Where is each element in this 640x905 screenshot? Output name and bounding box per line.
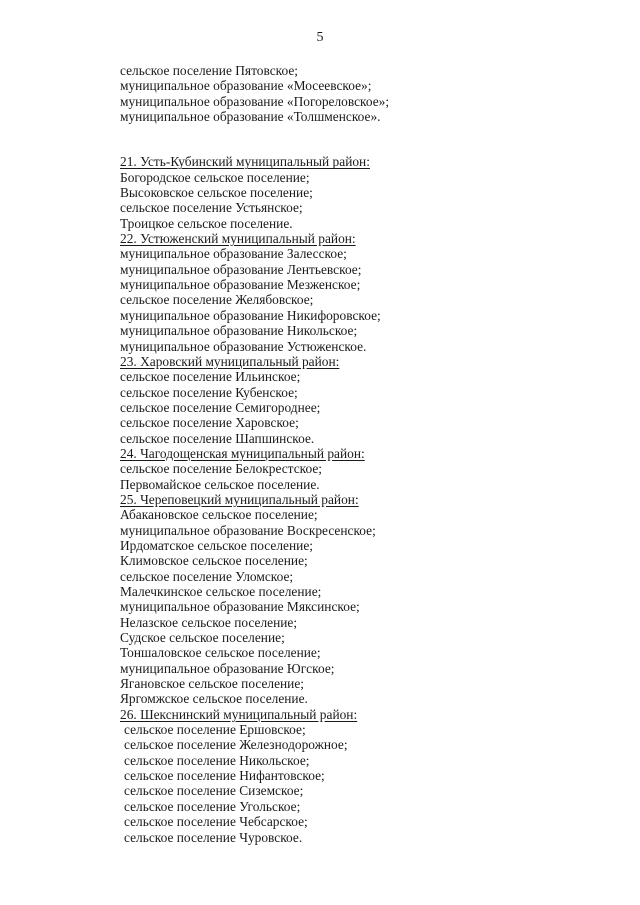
list-item: Климовское сельское поселение; [120, 553, 308, 569]
list-item: сельское поселение Сиземское; [124, 783, 304, 799]
list-item: муниципальное образование «Мосеевское»; [120, 78, 372, 94]
list-item: муниципальное образование Воскресенское; [120, 522, 376, 538]
list-item: муниципальное образование Никифоровское; [120, 307, 381, 323]
spacer [120, 124, 389, 154]
list-item: сельское поселение Чуровское. [124, 829, 303, 845]
list-item: сельское поселение Железнодорожное; [124, 737, 348, 753]
list-item: муниципальное образование Югское; [120, 660, 335, 676]
list-item: муниципальное образование Залесское; [120, 246, 347, 262]
document-body [120, 63, 389, 845]
list-item: сельское поселение Устьянское; [120, 200, 303, 216]
list-item: сельское поселение Желябовское; [120, 292, 314, 308]
section-heading: 25. Череповецкий муниципальный район: [120, 491, 359, 507]
list-item: Малечкинское сельское поселение; [120, 584, 322, 599]
list-item: сельское поселение Нифантовское; [124, 768, 325, 784]
intro-list [120, 63, 389, 124]
list-item: сельское поселение Ильинское; [120, 369, 301, 385]
list-item: Богородское сельское поселение; [120, 169, 310, 185]
section-heading: 21. Усть-Кубинский муниципальный район: [120, 154, 370, 170]
list-item: Судское сельское поселение; [120, 630, 285, 646]
section-heading: 26. Шекснинский муниципальный район: [120, 706, 358, 722]
section-sheksninsky [120, 707, 389, 845]
list-item: муниципальное образование «Толшменское». [120, 109, 381, 125]
list-item: сельское поселение Чебсарское; [124, 814, 308, 830]
list-item: сельское поселение Угольское; [124, 798, 301, 814]
section-heading: 23. Харовский муниципальный район: [120, 353, 340, 369]
list-item: сельское поселение Семигороднее; [120, 399, 321, 415]
list-item: сельское поселение Шапшинское. [120, 430, 315, 446]
section-cherepovetsky [120, 492, 389, 707]
section-ust-kubinsky [120, 154, 389, 231]
list-item: Нелазское сельское поселение; [120, 614, 298, 630]
section-ustyuzhensky [120, 231, 389, 354]
section-chagodoshchensky [120, 446, 389, 492]
list-item: муниципальное образование Мезженское; [120, 277, 361, 293]
list-item: Тоншаловское сельское поселение; [120, 645, 321, 661]
list-item: Абакановское сельское поселение; [120, 507, 318, 523]
list-item: сельское поселение Кубенское; [120, 384, 298, 400]
list-item: муниципальное образование Мяксинское; [120, 599, 360, 615]
list-item: Ирдоматское сельское поселение; [120, 537, 313, 553]
list-item: сельское поселение Белокрестское; [120, 461, 322, 477]
list-item: сельское поселение Ершовское; [124, 722, 306, 738]
list-item: Ягановское сельское поселение; [120, 676, 305, 692]
list-item: сельское поселение Уломское; [120, 568, 294, 584]
list-item: Яргомжское сельское поселение. [120, 691, 308, 707]
list-item: Первомайское сельское поселение. [120, 476, 320, 492]
list-item: сельское поселение Пятовское; [120, 63, 298, 78]
list-item: муниципальное образование Устюженское. [120, 338, 367, 354]
section-heading: 24. Чагодощенская муниципальный район: [120, 445, 365, 461]
section-kharovsky [120, 354, 389, 446]
list-item: Троицкое сельское поселение. [120, 215, 293, 231]
list-item: сельское поселение Никольское; [124, 752, 310, 768]
section-heading: 22. Устюженский муниципальный район: [120, 231, 356, 247]
list-item: муниципальное образование Никольское; [120, 323, 358, 339]
page-number: 5 [316, 30, 324, 45]
list-item: сельское поселение Харовское; [120, 415, 299, 431]
list-item: муниципальное образование «Погореловское»; [120, 93, 390, 109]
list-item: Высоковское сельское поселение; [120, 185, 313, 201]
list-item: муниципальное образование Лентьевское; [120, 261, 362, 277]
